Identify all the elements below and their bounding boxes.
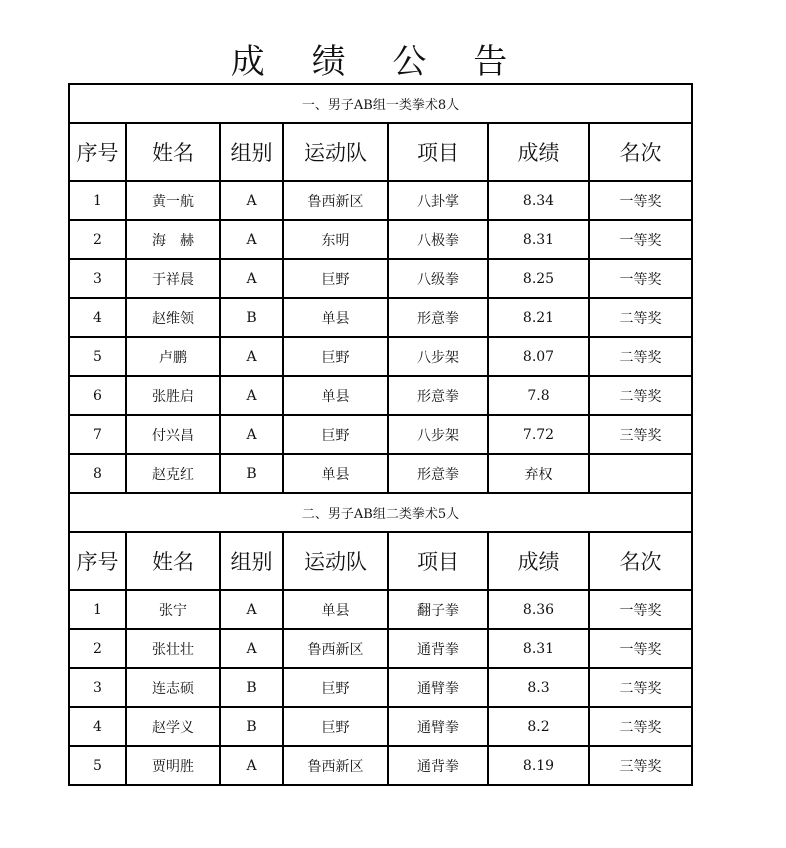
- cell-team: 巨野: [283, 259, 388, 298]
- cell-team: 巨野: [283, 415, 388, 454]
- cell-rank: [589, 454, 692, 493]
- cell-team: 巨野: [283, 707, 388, 746]
- cell-group: B: [220, 298, 283, 337]
- cell-group: B: [220, 668, 283, 707]
- section-heading-row: [69, 84, 692, 123]
- column-header-rank: 名次: [589, 123, 692, 181]
- cell-group: B: [220, 454, 283, 493]
- cell-event: 翻子拳: [388, 590, 488, 629]
- cell-rank: 二等奖: [589, 668, 692, 707]
- cell-name: 贾明胜: [126, 746, 220, 785]
- table-row: [69, 337, 692, 376]
- cell-score: 8.31: [488, 629, 589, 668]
- table-row: [69, 590, 692, 629]
- cell-rank: 三等奖: [589, 746, 692, 785]
- cell-score: 8.07: [488, 337, 589, 376]
- cell-name: 赵学义: [126, 707, 220, 746]
- column-header-group: 组别: [220, 123, 283, 181]
- cell-score: 弃权: [488, 454, 589, 493]
- cell-event: 通臂拳: [388, 668, 488, 707]
- cell-rank: 一等奖: [589, 220, 692, 259]
- cell-name: 卢鹏: [126, 337, 220, 376]
- section-heading: 一、男子AB组一类拳术8人: [69, 84, 692, 123]
- cell-name: 赵维领: [126, 298, 220, 337]
- cell-group: A: [220, 181, 283, 220]
- table-row: [69, 181, 692, 220]
- cell-event: 八步架: [388, 337, 488, 376]
- table-row: [69, 259, 692, 298]
- cell-group: A: [220, 220, 283, 259]
- section-heading: 二、男子AB组二类拳术5人: [69, 493, 692, 532]
- cell-team: 单县: [283, 590, 388, 629]
- cell-event: 形意拳: [388, 454, 488, 493]
- section-heading-row: [69, 493, 692, 532]
- cell-group: A: [220, 337, 283, 376]
- column-header-team: 运动队: [283, 123, 388, 181]
- cell-name: 付兴昌: [126, 415, 220, 454]
- table-row: [69, 629, 692, 668]
- cell-score: 8.3: [488, 668, 589, 707]
- table-row: [69, 415, 692, 454]
- cell-score: 8.19: [488, 746, 589, 785]
- cell-group: A: [220, 746, 283, 785]
- cell-score: 8.2: [488, 707, 589, 746]
- table-row: [69, 220, 692, 259]
- cell-index: 2: [69, 629, 126, 668]
- cell-name: 张壮壮: [126, 629, 220, 668]
- cell-index: 8: [69, 454, 126, 493]
- column-header-name: 姓名: [126, 123, 220, 181]
- column-header-index: 序号: [69, 123, 126, 181]
- cell-event: 八步架: [388, 415, 488, 454]
- cell-team: 巨野: [283, 668, 388, 707]
- results-table: [68, 83, 693, 786]
- cell-name: 连志硕: [126, 668, 220, 707]
- column-header-rank: 名次: [589, 532, 692, 590]
- cell-index: 4: [69, 707, 126, 746]
- cell-rank: 一等奖: [589, 181, 692, 220]
- cell-score: 8.34: [488, 181, 589, 220]
- cell-group: B: [220, 707, 283, 746]
- cell-team: 鲁西新区: [283, 629, 388, 668]
- cell-index: 4: [69, 298, 126, 337]
- cell-index: 7: [69, 415, 126, 454]
- cell-score: 7.72: [488, 415, 589, 454]
- cell-name: 海 赫: [126, 220, 220, 259]
- cell-group: A: [220, 415, 283, 454]
- cell-event: 八极拳: [388, 220, 488, 259]
- cell-team: 巨野: [283, 337, 388, 376]
- column-header-score: 成绩: [488, 532, 589, 590]
- cell-event: 形意拳: [388, 376, 488, 415]
- cell-team: 鲁西新区: [283, 181, 388, 220]
- cell-event: 八级拳: [388, 259, 488, 298]
- column-header-group: 组别: [220, 532, 283, 590]
- cell-rank: 一等奖: [589, 629, 692, 668]
- table-row: [69, 376, 692, 415]
- cell-name: 赵克红: [126, 454, 220, 493]
- cell-name: 黄一航: [126, 181, 220, 220]
- header-row: [69, 123, 692, 181]
- cell-rank: 二等奖: [589, 337, 692, 376]
- header-row: [69, 532, 692, 590]
- cell-index: 5: [69, 746, 126, 785]
- page-title: 成 绩 公 告: [230, 42, 526, 82]
- cell-event: 八卦掌: [388, 181, 488, 220]
- cell-rank: 三等奖: [589, 415, 692, 454]
- cell-index: 5: [69, 337, 126, 376]
- cell-score: 8.31: [488, 220, 589, 259]
- cell-team: 东明: [283, 220, 388, 259]
- cell-name: 张宁: [126, 590, 220, 629]
- table-row: [69, 707, 692, 746]
- cell-index: 3: [69, 259, 126, 298]
- column-header-index: 序号: [69, 532, 126, 590]
- cell-group: A: [220, 259, 283, 298]
- column-header-team: 运动队: [283, 532, 388, 590]
- column-header-event: 项目: [388, 532, 488, 590]
- cell-team: 单县: [283, 454, 388, 493]
- cell-rank: 二等奖: [589, 298, 692, 337]
- table-row: [69, 668, 692, 707]
- cell-name: 于祥晨: [126, 259, 220, 298]
- cell-group: A: [220, 629, 283, 668]
- cell-score: 8.25: [488, 259, 589, 298]
- cell-team: 鲁西新区: [283, 746, 388, 785]
- cell-event: 通背拳: [388, 629, 488, 668]
- table-row: [69, 746, 692, 785]
- cell-index: 1: [69, 590, 126, 629]
- cell-score: 8.21: [488, 298, 589, 337]
- cell-score: 8.36: [488, 590, 589, 629]
- cell-event: 形意拳: [388, 298, 488, 337]
- cell-team: 单县: [283, 376, 388, 415]
- column-header-event: 项目: [388, 123, 488, 181]
- cell-rank: 一等奖: [589, 259, 692, 298]
- cell-name: 张胜启: [126, 376, 220, 415]
- cell-rank: 二等奖: [589, 707, 692, 746]
- cell-rank: 一等奖: [589, 590, 692, 629]
- cell-score: 7.8: [488, 376, 589, 415]
- column-header-score: 成绩: [488, 123, 589, 181]
- table-row: [69, 454, 692, 493]
- cell-group: A: [220, 590, 283, 629]
- cell-index: 2: [69, 220, 126, 259]
- cell-index: 3: [69, 668, 126, 707]
- cell-event: 通背拳: [388, 746, 488, 785]
- cell-index: 1: [69, 181, 126, 220]
- cell-rank: 二等奖: [589, 376, 692, 415]
- cell-event: 通臂拳: [388, 707, 488, 746]
- cell-group: A: [220, 376, 283, 415]
- column-header-name: 姓名: [126, 532, 220, 590]
- table-row: [69, 298, 692, 337]
- cell-index: 6: [69, 376, 126, 415]
- cell-team: 单县: [283, 298, 388, 337]
